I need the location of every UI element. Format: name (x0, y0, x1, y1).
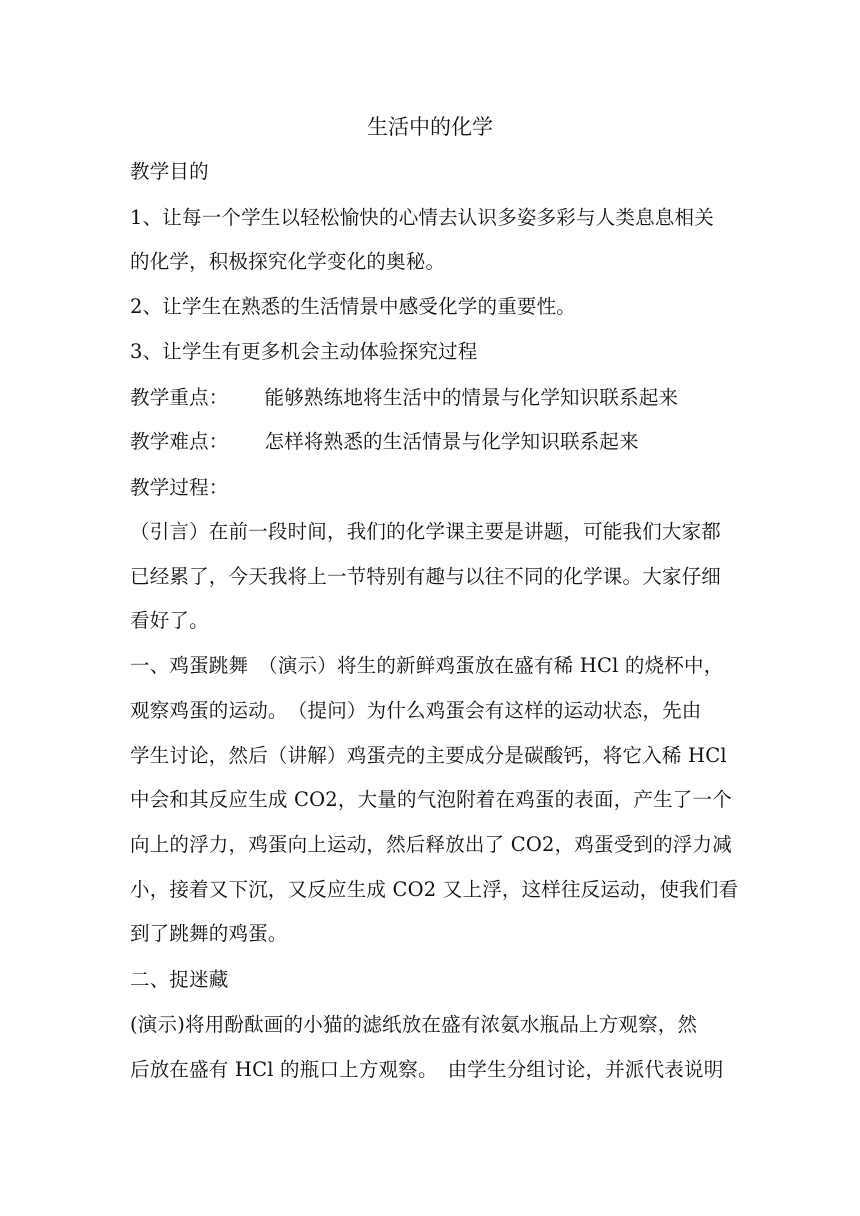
objective-2: 2、让学生在熟悉的生活情景中感受化学的重要性。 (130, 295, 577, 318)
section-1-line-2: 观察鸡蛋的运动。 （提问）为什么鸡蛋会有这样的运动状态，先由 (130, 699, 702, 722)
difficulty (130, 428, 639, 456)
intro-line-2: 已经累了，今天我将上一节特别有趣与以往不同的化学课。大家仔细 (130, 565, 722, 588)
process-heading: 教学过程： (130, 476, 229, 499)
section-1-line-5: 向上的浮力，鸡蛋向上运动，然后释放出了 CO2，鸡蛋受到的浮力减 (130, 833, 732, 856)
intro-line-1: （引言）在前一段时间，我们的化学课主要是讲题，可能我们大家都 (130, 520, 722, 543)
section-1-line-1: 一、鸡蛋跳舞 （演示）将生的新鲜鸡蛋放在盛有稀 HCl 的烧杯中， (130, 654, 724, 677)
section-2-heading: 二、捉迷藏 (130, 968, 229, 991)
document-title: 生活中的化学 (367, 115, 493, 139)
difficulty-text: 怎样将熟悉的生活情景与化学知识联系起来 (264, 430, 639, 453)
section-1-line-6: 小，接着又下沉，又反应生成 CO2 又上浮，这样往反运动，使我们看 (130, 878, 739, 901)
intro-line-3: 看好了。 (130, 609, 209, 632)
key-point-label: 教学重点： (130, 386, 229, 409)
section-1-line-4: 中会和其反应生成 CO2，大量的气泡附着在鸡蛋的表面，产生了一个 (130, 788, 732, 811)
key-point-text: 能够熟练地将生活中的情景与化学知识联系起来 (264, 386, 679, 409)
difficulty-label: 教学难点： (130, 430, 229, 453)
section-1-line-7: 到了跳舞的鸡蛋。 (130, 922, 288, 945)
section-2-line-1: (演示)将用酚酞画的小猫的滤纸放在盛有浓氨水瓶品上方观察，然 (130, 1013, 698, 1036)
objectives-heading: 教学目的 (130, 160, 209, 183)
key-point (130, 384, 678, 412)
section-2-line-2: 后放在盛有 HCl 的瓶口上方观察。 由学生分组讨论，并派代表说明 (130, 1058, 724, 1081)
objective-1-line-2: 的化学，积极探究化学变化的奥秘。 (130, 250, 446, 273)
objective-3: 3、让学生有更多机会主动体验探究过程 (130, 340, 478, 363)
objective-1-line-1: 1、让每一个学生以轻松愉快的心情去认识多姿多彩与人类息息相关 (130, 206, 714, 229)
section-1-line-3: 学生讨论，然后（讲解）鸡蛋壳的主要成分是碳酸钙，将它入稀 HCl (130, 744, 727, 767)
